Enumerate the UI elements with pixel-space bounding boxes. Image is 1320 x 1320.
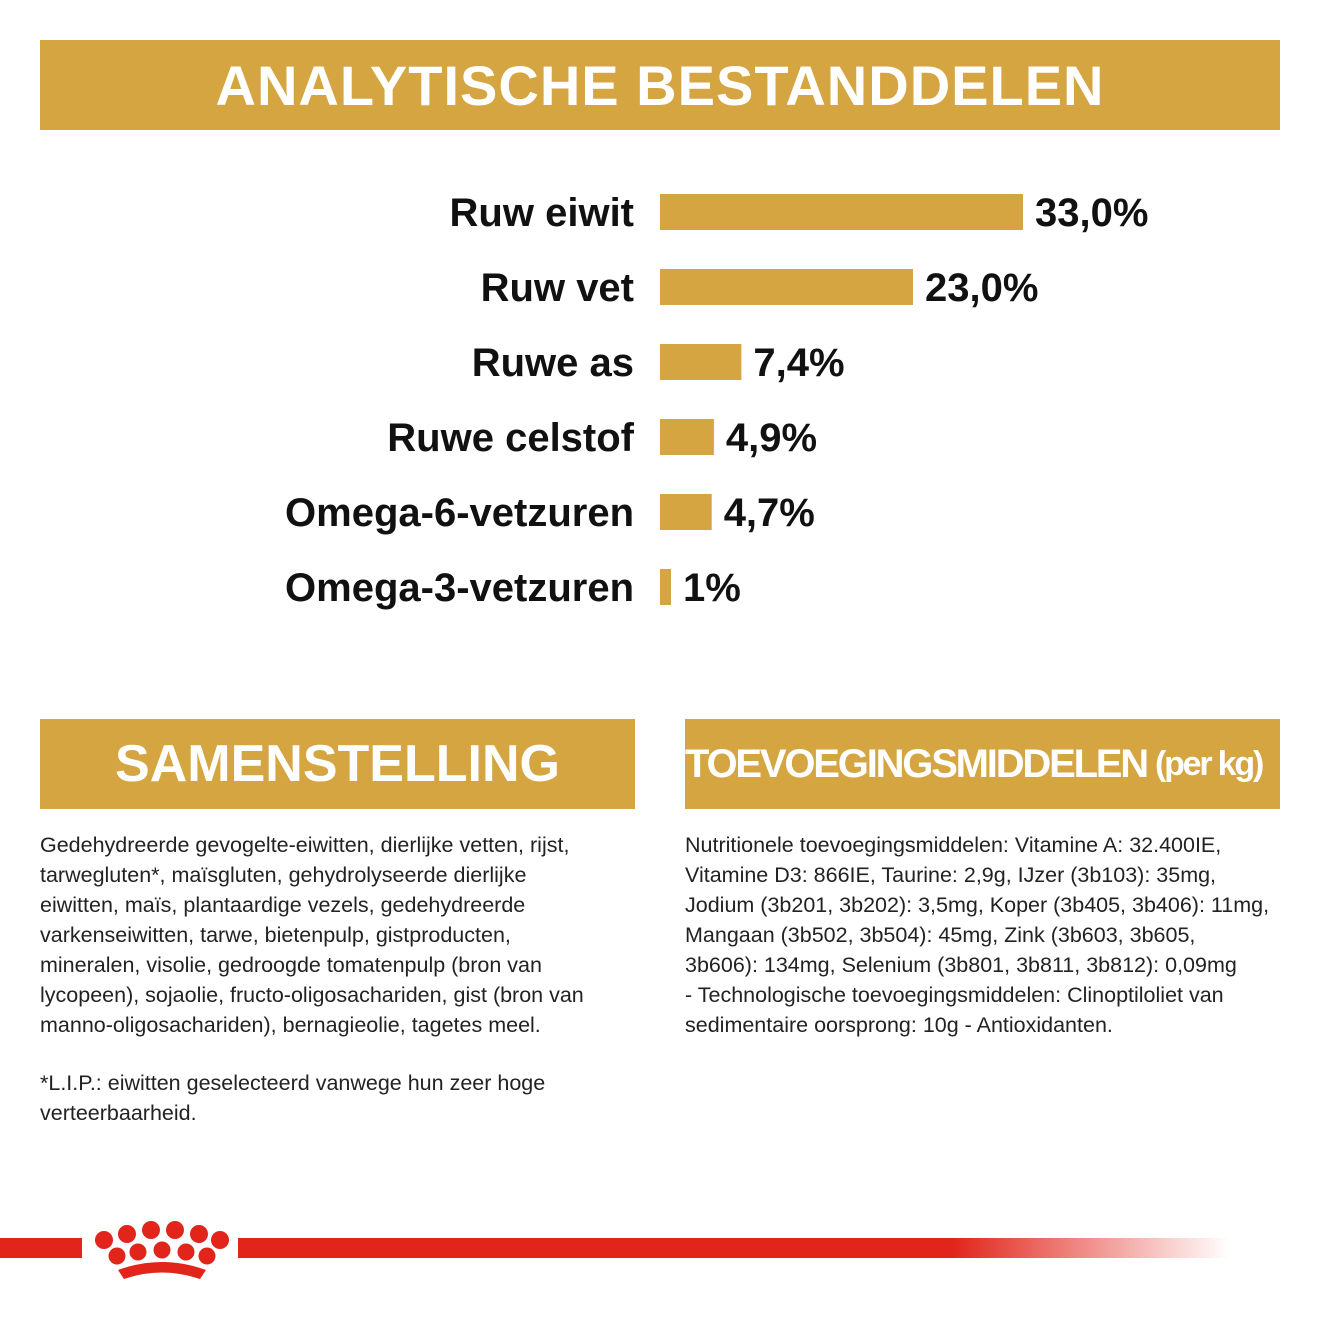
samenstelling-title: SAMENSTELLING <box>115 735 560 793</box>
toevoegingsmiddelen-banner <box>685 719 1280 809</box>
bar-label-ruwe-celstof: Ruwe celstof <box>387 416 634 460</box>
toevoegingsmiddelen-title: TOEVOEGINGSMIDDELEN <box>685 741 1147 786</box>
samenstelling-text: Gedehydreerde gevogelte-eiwitten, dierlijke vetten, rijst, tarwegluten*, maïsgluten, gehydrolyseerde dierlijke eiwitten, maïs, plantaardige vezels, gedehydreerde varkenseiwitten, tarwe, bietenpulp, gistproducten, mineralen, visolie, gedroogde tomatenpulp (bron van lycopeen), sojaolie, fructo-oligosachariden, gist (bron van manno-oligosachariden), bernagieolie, tagetes meel. <box>40 833 584 1037</box>
bar-value-omega-3-vetzuren: 1% <box>683 566 741 610</box>
bar-label-ruwe-as: Ruwe as <box>471 341 634 385</box>
bar-value-omega-6-vetzuren: 4,7% <box>723 491 815 535</box>
crown-icon <box>95 1221 229 1279</box>
samenstelling-banner <box>40 719 635 809</box>
bar-ruwe-celstof <box>660 419 714 455</box>
samenstelling-footnote: *L.I.P.: eiwitten geselecteerd vanwege hun zeer hoge verteerbaarheid. <box>40 1071 546 1125</box>
bar-value-ruw-eiwit: 33,0% <box>1035 191 1149 235</box>
toevoegingsmiddelen-text: Nutritionele toevoegingsmiddelen: Vitamine A: 32.400IE, Vitamine D3: 866IE, Taurine: 2,9g, IJzer (3b103): 35mg, Jodium (3b201, 3b202): 3,5mg, Koper (3b405, 3b406): 11mg, Mangaan (3b502, 3b504): 45mg, Zink (3b603, 3b605, 3b606): 134mg, Selenium (3b801, 3b811, 3b812): 0,09mg - Technologische toevoegingsmiddelen: Clinoptiloliet van sedimentaire oorsprong: 10g - Antioxidanten. <box>685 833 1270 1037</box>
bar-label-omega-3-vetzuren: Omega-3-vetzuren <box>285 566 634 610</box>
bar-omega-3-vetzuren <box>660 569 671 605</box>
bar-value-ruwe-as: 7,4% <box>753 341 845 385</box>
footer-stripe-right <box>238 1238 1230 1258</box>
toevoegingsmiddelen-title-suffix: (per kg) <box>1154 744 1263 783</box>
footer-stripe-left <box>0 1238 82 1258</box>
bar-label-omega-6-vetzuren: Omega-6-vetzuren <box>285 491 634 535</box>
analysis-title: ANALYTISCHE BESTANDDELEN <box>215 53 1105 117</box>
bar-ruw-vet <box>660 269 913 305</box>
bar-ruwe-as <box>660 344 741 380</box>
bar-omega-6-vetzuren <box>660 494 712 530</box>
bar-label-ruw-vet: Ruw vet <box>480 266 634 310</box>
bar-ruw-eiwit <box>660 194 1023 230</box>
brand-footer <box>0 1200 1320 1290</box>
bar-value-ruwe-celstof: 4,9% <box>725 416 818 460</box>
bar-value-ruw-vet: 23,0% <box>925 266 1039 310</box>
bar-label-ruw-eiwit: Ruw eiwit <box>449 191 634 235</box>
